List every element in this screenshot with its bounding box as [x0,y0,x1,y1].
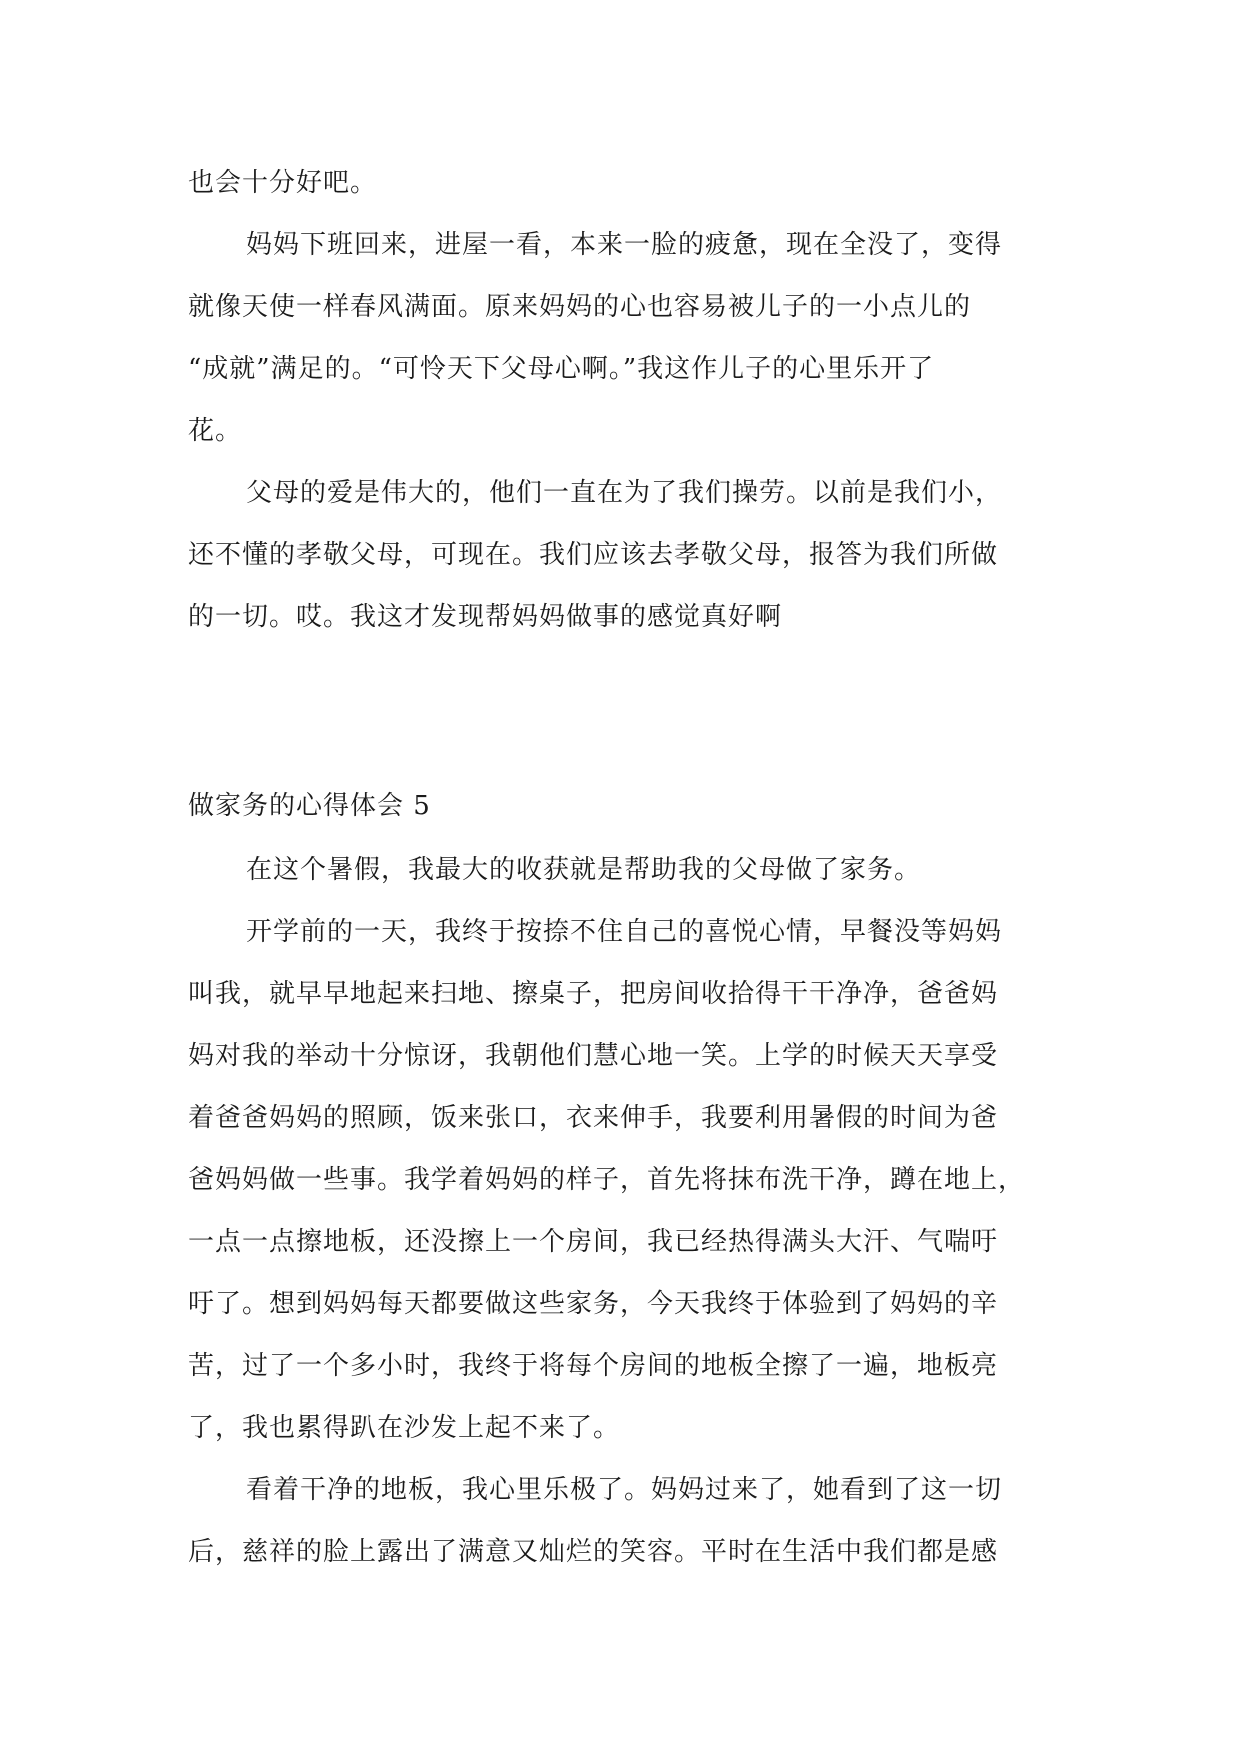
text-line: 就像天使一样春风满面。原来妈妈的心也容易被儿子的一小点儿的 [188,292,972,322]
text-line: 开学前的一天，我终于按捺不住自己的喜悦心情，早餐没等妈妈 [246,917,1003,947]
body-text-part1 [188,152,1058,648]
text-line: 了，我也累得趴在沙发上起不来了。 [188,1413,621,1443]
text-line: 看着干净的地板，我心里乐极了。妈妈过来了，她看到了这一切 [246,1475,1003,1505]
body-text-part2 [188,839,1058,1583]
text-line: 爸妈妈做一些事。我学着妈妈的样子，首先将抹布洗干净，蹲在地上， [188,1165,1026,1195]
text-line: “成就”满足的。“可怜天下父母心啊。”我这作儿子的心里乐开了 [188,354,935,384]
text-line: 苦，过了一个多小时，我终于将每个房间的地板全擦了一遍，地板亮 [188,1351,999,1381]
text-line: 后，慈祥的脸上露出了满意又灿烂的笑容。平时在生活中我们都是感 [188,1537,999,1567]
section-title: 做家务的心得体会 5 [188,791,431,821]
text-line: 还不懂的孝敬父母，可现在。我们应该去孝敬父母，报答为我们所做 [188,540,999,570]
text-line: 一点一点擦地板，还没擦上一个房间，我已经热得满头大汗、气喘吁 [188,1227,999,1257]
text-line: 妈对我的举动十分惊讶，我朝他们慧心地一笑。上学的时候天天享受 [188,1041,999,1071]
text-line: 花。 [188,416,243,446]
text-line: 父母的爱是伟大的，他们一直在为了我们操劳。以前是我们小， [246,478,1003,508]
text-line: 在这个暑假，我最大的收获就是帮助我的父母做了家务。 [246,855,922,885]
text-line: 叫我，就早早地起来扫地、擦桌子，把房间收拾得干干净净，爸爸妈 [188,979,999,1009]
text-line: 的一切。哎。我这才发现帮妈妈做事的感觉真好啊 [188,602,783,632]
text-line: 吁了。想到妈妈每天都要做这些家务，今天我终于体验到了妈妈的辛 [188,1289,999,1319]
text-line: 妈妈下班回来，进屋一看，本来一脸的疲惫，现在全没了，变得 [246,230,1003,260]
text-line: 着爸爸妈妈的照顾，饭来张口，衣来伸手，我要利用暑假的时间为爸 [188,1103,999,1133]
text-line: 也会十分好吧。 [188,168,378,198]
